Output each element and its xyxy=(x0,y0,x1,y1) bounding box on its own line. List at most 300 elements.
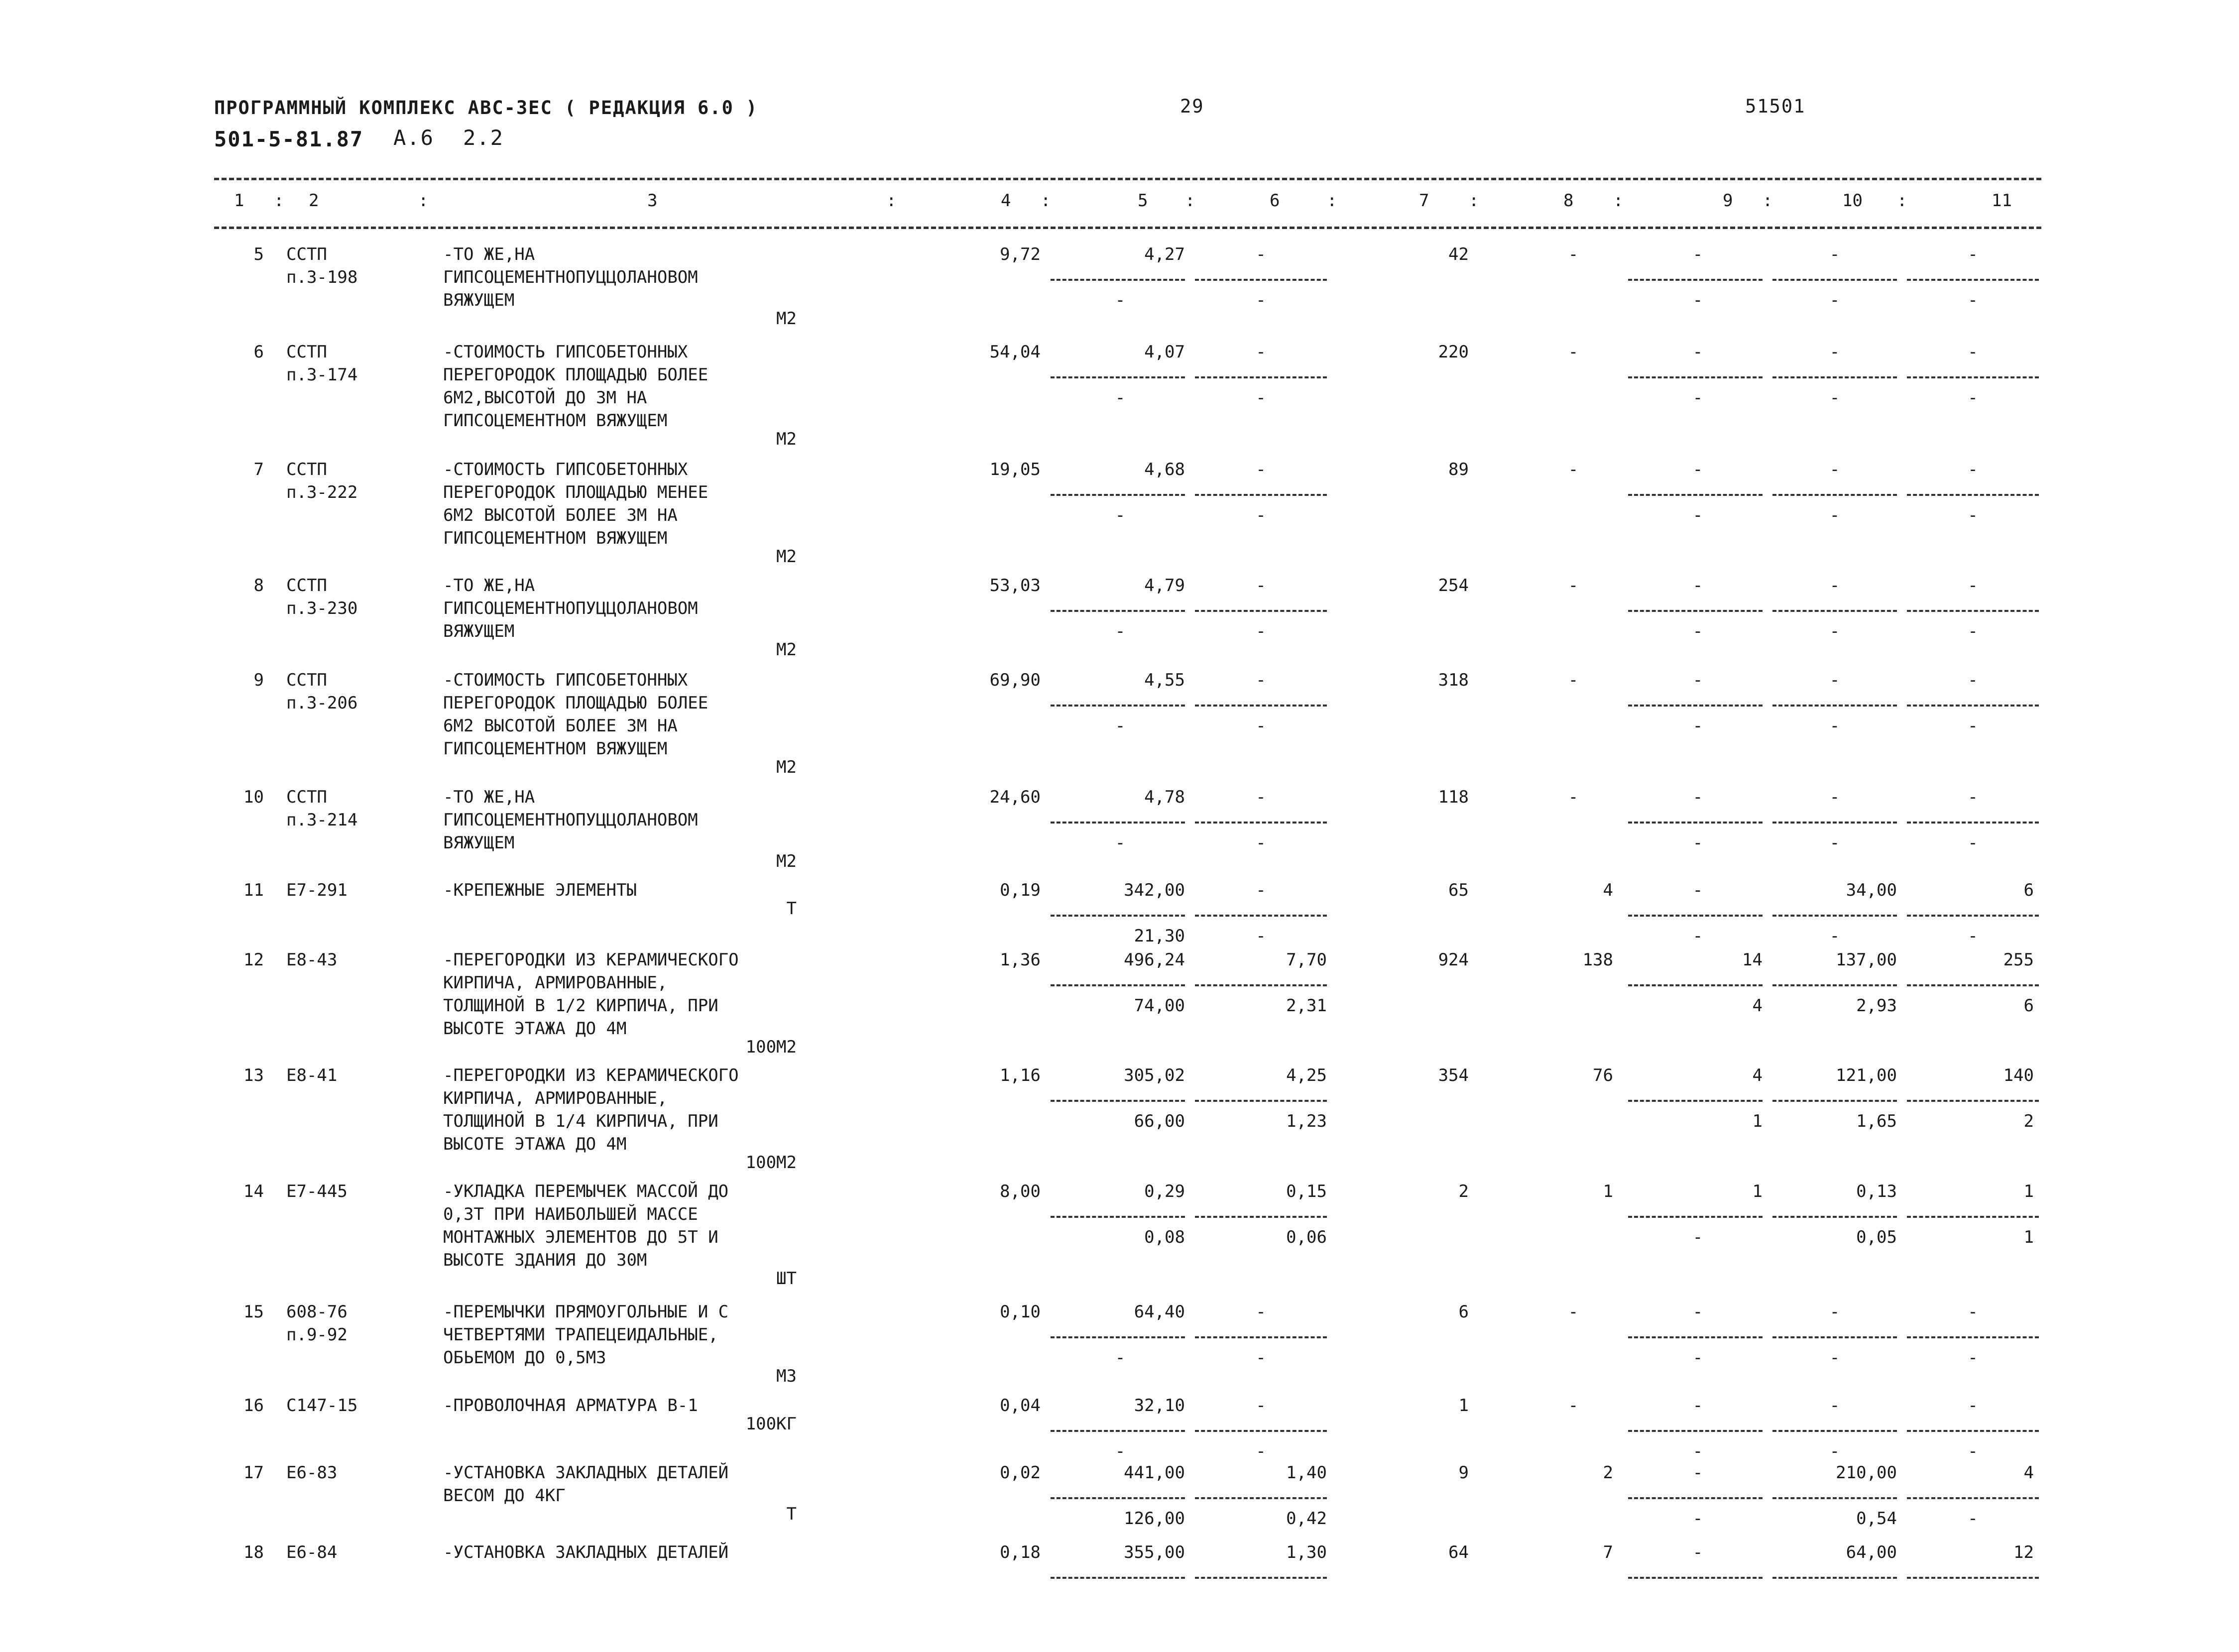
unit-of-measure: М2 xyxy=(776,757,797,777)
quantity: 8,00 xyxy=(1000,1181,1041,1201)
machine-wages: 0,06 xyxy=(1286,1227,1327,1247)
unit-cost-total: 342,00 xyxy=(1124,880,1185,900)
machine-wages: - xyxy=(1256,621,1266,641)
unit-cost-wages: - xyxy=(1115,290,1126,310)
value-divider xyxy=(1907,279,2039,281)
unit-cost-total: 441,00 xyxy=(1124,1463,1185,1483)
norm-code: Е7-291 xyxy=(286,880,348,900)
labor-per-unit-machine: 0,54 xyxy=(1856,1509,1897,1529)
labor-per-unit-machine: - xyxy=(1829,290,1840,310)
unit-cost-total: 4,55 xyxy=(1144,670,1185,690)
value-divider xyxy=(1628,376,1763,378)
machine-cost: - xyxy=(1256,787,1266,807)
norm-code: ССТП xyxy=(286,576,327,595)
labor-total: - xyxy=(1968,460,1978,479)
total-wages: - xyxy=(1568,1302,1579,1322)
value-divider xyxy=(1195,279,1327,281)
norm-code-paragraph: п.3-222 xyxy=(286,482,358,502)
unit-cost-wages: - xyxy=(1115,716,1126,736)
value-divider xyxy=(1907,1336,2039,1338)
work-description: -СТОИМОСТЬ ГИПСОБЕТОННЫХ ПЕРЕГОРОДОК ПЛОЩАДЬЮ МЕНЕЕ 6М2 ВЫСОТОЙ БОЛЕЕ 3М НА ГИПСОЦЕМЕНТНОМ ВЯЖУЩЕМ xyxy=(443,460,708,548)
column-separator: : xyxy=(418,191,429,211)
album-code: А.6 xyxy=(393,125,434,150)
row-number: 8 xyxy=(253,576,264,595)
value-divider xyxy=(1907,376,2039,378)
value-divider xyxy=(1051,705,1185,707)
document-code: 51501 xyxy=(1745,96,1806,117)
column-separator: : xyxy=(1613,191,1624,211)
column-separator: : xyxy=(886,191,897,211)
labor-per-unit: 137,00 xyxy=(1836,950,1897,970)
norm-code: Е6-83 xyxy=(286,1463,338,1483)
machine-total-wages: - xyxy=(1692,290,1703,310)
row-number: 9 xyxy=(253,670,264,690)
total-wages: 1 xyxy=(1603,1181,1613,1201)
unit-cost-total: 4,79 xyxy=(1144,576,1185,595)
column-number-5: 5 xyxy=(1138,191,1148,211)
labor-total-machine: - xyxy=(1968,290,1978,310)
value-divider xyxy=(1195,610,1327,612)
unit-cost-wages: - xyxy=(1115,1441,1126,1461)
norm-code: Е7-445 xyxy=(286,1181,348,1201)
column-number-4: 4 xyxy=(1001,191,1011,211)
value-divider xyxy=(1907,705,2039,707)
value-divider xyxy=(1195,1100,1327,1102)
labor-total: - xyxy=(1968,576,1978,595)
labor-per-unit: - xyxy=(1829,576,1840,595)
norm-code-paragraph: п.3-206 xyxy=(286,693,358,713)
total-cost: 1 xyxy=(1458,1396,1469,1416)
labor-per-unit: - xyxy=(1829,342,1840,362)
value-divider xyxy=(1051,610,1185,612)
value-divider xyxy=(1772,705,1897,707)
unit-cost-wages: - xyxy=(1115,621,1126,641)
norm-code: Е8-41 xyxy=(286,1065,338,1085)
labor-per-unit: 64,00 xyxy=(1846,1542,1897,1562)
row-number: 13 xyxy=(243,1065,264,1085)
machine-total-wages: 4 xyxy=(1752,996,1763,1016)
unit-of-measure: М3 xyxy=(776,1366,797,1386)
value-divider xyxy=(1195,984,1327,986)
work-description: -СТОИМОСТЬ ГИПСОБЕТОННЫХ ПЕРЕГОРОДОК ПЛОЩАДЬЮ БОЛЕЕ 6М2 ВЫСОТОЙ БОЛЕЕ 3М НА ГИПСОЦЕМЕНТНОМ ВЯЖУЩЕМ xyxy=(443,670,708,759)
labor-total: - xyxy=(1968,342,1978,362)
page-number: 29 xyxy=(1180,96,1204,117)
norm-code-paragraph: п.3-214 xyxy=(286,810,358,830)
norm-code: ССТП xyxy=(286,460,327,479)
column-number-7: 7 xyxy=(1419,191,1429,211)
value-divider xyxy=(1907,1430,2039,1432)
unit-cost-wages: 0,08 xyxy=(1144,1227,1185,1247)
machine-wages: - xyxy=(1256,716,1266,736)
unit-cost-wages: 74,00 xyxy=(1134,996,1185,1016)
labor-total: 6 xyxy=(2023,880,2034,900)
norm-code-paragraph: п.9-92 xyxy=(286,1325,348,1345)
table-top-rule xyxy=(214,178,2041,180)
labor-per-unit-machine: 2,93 xyxy=(1856,996,1897,1016)
labor-total: - xyxy=(1968,244,1978,264)
unit-cost-total: 355,00 xyxy=(1124,1542,1185,1562)
column-number-11: 11 xyxy=(1992,191,2012,211)
machine-cost: - xyxy=(1256,244,1266,264)
labor-total-machine: 2 xyxy=(2023,1111,2034,1131)
unit-cost-total: 0,29 xyxy=(1144,1181,1185,1201)
quantity: 0,18 xyxy=(1000,1542,1041,1562)
value-divider xyxy=(1195,705,1327,707)
total-cost: 65 xyxy=(1448,880,1469,900)
labor-per-unit-machine: - xyxy=(1829,388,1840,408)
machine-total: - xyxy=(1692,1396,1703,1416)
value-divider xyxy=(1772,822,1897,824)
total-cost: 318 xyxy=(1438,670,1469,690)
value-divider xyxy=(1628,1430,1763,1432)
machine-cost: - xyxy=(1256,880,1266,900)
labor-total-machine: - xyxy=(1968,716,1978,736)
machine-wages: - xyxy=(1256,505,1266,525)
total-wages: - xyxy=(1568,342,1579,362)
labor-total-machine: 1 xyxy=(2023,1227,2034,1247)
value-divider xyxy=(1628,705,1763,707)
labor-per-unit-machine: - xyxy=(1829,1441,1840,1461)
unit-cost-wages: 66,00 xyxy=(1134,1111,1185,1131)
value-divider xyxy=(1907,1577,2039,1579)
value-divider xyxy=(1051,1577,1185,1579)
total-cost: 2 xyxy=(1458,1181,1469,1201)
value-divider xyxy=(1051,822,1185,824)
labor-total-machine: - xyxy=(1968,621,1978,641)
total-wages: - xyxy=(1568,244,1579,264)
machine-cost: 1,40 xyxy=(1286,1463,1327,1483)
column-number-2: 2 xyxy=(309,191,319,211)
machine-total: - xyxy=(1692,460,1703,479)
value-divider xyxy=(1772,610,1897,612)
value-divider xyxy=(1772,1497,1897,1499)
value-divider xyxy=(1628,1216,1763,1218)
total-wages: - xyxy=(1568,1396,1579,1416)
machine-total: - xyxy=(1692,670,1703,690)
labor-total-machine: - xyxy=(1968,1509,1978,1529)
value-divider xyxy=(1195,1216,1327,1218)
machine-total: - xyxy=(1692,1463,1703,1483)
column-separator: : xyxy=(1327,191,1337,211)
labor-total: 140 xyxy=(2003,1065,2034,1085)
unit-cost-total: 4,07 xyxy=(1144,342,1185,362)
norm-code: С147-15 xyxy=(286,1396,358,1416)
machine-total-wages: - xyxy=(1692,716,1703,736)
work-description: -ПЕРЕМЫЧКИ ПРЯМОУГОЛЬНЫЕ И С ЧЕТВЕРТЯМИ ТРАПЕЦЕИДАЛЬНЫЕ, ОБЬЕМОМ ДО 0,5М3 xyxy=(443,1302,729,1368)
total-wages: 7 xyxy=(1603,1542,1613,1562)
labor-total-machine: - xyxy=(1968,926,1978,946)
unit-cost-total: 305,02 xyxy=(1124,1065,1185,1085)
column-separator: : xyxy=(1469,191,1479,211)
unit-of-measure: М2 xyxy=(776,429,797,449)
work-description: -УСТАНОВКА ЗАКЛАДНЫХ ДЕТАЛЕЙ xyxy=(443,1542,729,1562)
machine-wages: - xyxy=(1256,833,1266,853)
quantity: 19,05 xyxy=(989,460,1041,479)
unit-of-measure: 100М2 xyxy=(745,1037,797,1057)
machine-wages: 1,23 xyxy=(1286,1111,1327,1131)
value-divider xyxy=(1051,376,1185,378)
total-cost: 9 xyxy=(1458,1463,1469,1483)
unit-cost-total: 64,40 xyxy=(1134,1302,1185,1322)
labor-total: 12 xyxy=(2013,1542,2034,1562)
value-divider xyxy=(1772,494,1897,496)
value-divider xyxy=(1907,984,2039,986)
total-cost: 89 xyxy=(1448,460,1469,479)
value-divider xyxy=(1907,1100,2039,1102)
value-divider xyxy=(1051,494,1185,496)
work-description: -ПРОВОЛОЧНАЯ АРМАТУРА В-1 xyxy=(443,1396,698,1416)
row-number: 16 xyxy=(243,1396,264,1416)
work-description: -КРЕПЕЖНЫЕ ЭЛЕМЕНТЫ xyxy=(443,880,637,900)
program-title: ПРОГРАММНЫЙ КОМПЛЕКС АВС-3ЕС ( РЕДАКЦИЯ 6.0 ) xyxy=(214,97,758,118)
value-divider xyxy=(1628,984,1763,986)
value-divider xyxy=(1628,1336,1763,1338)
unit-cost-wages: 126,00 xyxy=(1124,1509,1185,1529)
value-divider xyxy=(1628,279,1763,281)
labor-per-unit-machine: - xyxy=(1829,833,1840,853)
value-divider xyxy=(1907,915,2039,917)
row-number: 14 xyxy=(243,1181,264,1201)
machine-total: - xyxy=(1692,1302,1703,1322)
column-separator: : xyxy=(1763,191,1773,211)
column-number-1: 1 xyxy=(234,191,244,211)
column-number-10: 10 xyxy=(1842,191,1863,211)
quantity: 0,19 xyxy=(1000,880,1041,900)
unit-of-measure: ШТ xyxy=(776,1269,797,1289)
machine-cost: 1,30 xyxy=(1286,1542,1327,1562)
machine-cost: - xyxy=(1256,1302,1266,1322)
quantity: 0,02 xyxy=(1000,1463,1041,1483)
machine-cost: - xyxy=(1256,670,1266,690)
row-number: 6 xyxy=(253,342,264,362)
unit-cost-wages: - xyxy=(1115,833,1126,853)
machine-total-wages: - xyxy=(1692,1227,1703,1247)
value-divider xyxy=(1195,1497,1327,1499)
total-cost: 118 xyxy=(1438,787,1469,807)
value-divider xyxy=(1907,610,2039,612)
labor-total-machine: - xyxy=(1968,1348,1978,1368)
value-divider xyxy=(1195,822,1327,824)
row-number: 15 xyxy=(243,1302,264,1322)
work-description: -ТО ЖЕ,НА ГИПСОЦЕМЕНТНОПУЦЦОЛАНОВОМ ВЯЖУЩЕМ xyxy=(443,787,698,853)
value-divider xyxy=(1907,1497,2039,1499)
quantity: 1,36 xyxy=(1000,950,1041,970)
value-divider xyxy=(1772,915,1897,917)
sheet-code: 2.2 xyxy=(463,125,504,150)
unit-cost-total: 4,68 xyxy=(1144,460,1185,479)
machine-cost: 4,25 xyxy=(1286,1065,1327,1085)
norm-code: Е6-84 xyxy=(286,1542,338,1562)
unit-cost-wages: - xyxy=(1115,388,1126,408)
unit-of-measure: М2 xyxy=(776,547,797,567)
column-separator: : xyxy=(274,191,284,211)
value-divider xyxy=(1051,1216,1185,1218)
quantity: 1,16 xyxy=(1000,1065,1041,1085)
labor-per-unit: - xyxy=(1829,670,1840,690)
value-divider xyxy=(1628,1577,1763,1579)
machine-total-wages: 1 xyxy=(1752,1111,1763,1131)
machine-total-wages: - xyxy=(1692,1509,1703,1529)
value-divider xyxy=(1051,984,1185,986)
labor-total: - xyxy=(1968,787,1978,807)
machine-total: 14 xyxy=(1742,950,1763,970)
quantity: 0,04 xyxy=(1000,1396,1041,1416)
row-number: 7 xyxy=(253,460,264,479)
norm-code: Е8-43 xyxy=(286,950,338,970)
labor-per-unit: 121,00 xyxy=(1836,1065,1897,1085)
quantity: 54,04 xyxy=(989,342,1041,362)
value-divider xyxy=(1051,1497,1185,1499)
column-number-9: 9 xyxy=(1723,191,1733,211)
value-divider xyxy=(1772,1216,1897,1218)
machine-wages: - xyxy=(1256,1441,1266,1461)
unit-cost-total: 4,78 xyxy=(1144,787,1185,807)
value-divider xyxy=(1195,1430,1327,1432)
unit-of-measure: М2 xyxy=(776,640,797,660)
machine-total-wages: - xyxy=(1692,621,1703,641)
value-divider xyxy=(1628,1497,1763,1499)
quantity: 0,10 xyxy=(1000,1302,1041,1322)
labor-per-unit-machine: - xyxy=(1829,1348,1840,1368)
labor-per-unit: 210,00 xyxy=(1836,1463,1897,1483)
value-divider xyxy=(1051,1336,1185,1338)
row-number: 17 xyxy=(243,1463,264,1483)
labor-per-unit: - xyxy=(1829,1396,1840,1416)
labor-per-unit-machine: - xyxy=(1829,926,1840,946)
row-number: 5 xyxy=(253,244,264,264)
total-cost: 220 xyxy=(1438,342,1469,362)
row-number: 11 xyxy=(243,880,264,900)
total-wages: - xyxy=(1568,460,1579,479)
total-cost: 924 xyxy=(1438,950,1469,970)
value-divider xyxy=(1628,610,1763,612)
total-wages: 4 xyxy=(1603,880,1613,900)
labor-per-unit-machine: 0,05 xyxy=(1856,1227,1897,1247)
total-cost: 6 xyxy=(1458,1302,1469,1322)
unit-cost-total: 4,27 xyxy=(1144,244,1185,264)
unit-cost-wages: 21,30 xyxy=(1134,926,1185,946)
machine-total-wages: - xyxy=(1692,1348,1703,1368)
machine-total-wages: - xyxy=(1692,833,1703,853)
machine-total: - xyxy=(1692,576,1703,595)
labor-total-machine: - xyxy=(1968,1441,1978,1461)
labor-total: 1 xyxy=(2023,1181,2034,1201)
total-wages: 2 xyxy=(1603,1463,1613,1483)
project-code: 501-5-81.87 xyxy=(214,127,364,151)
labor-per-unit: 34,00 xyxy=(1846,880,1897,900)
total-cost: 42 xyxy=(1448,244,1469,264)
row-number: 12 xyxy=(243,950,264,970)
value-divider xyxy=(1772,1577,1897,1579)
value-divider xyxy=(1907,1216,2039,1218)
norm-code: ССТП xyxy=(286,244,327,264)
unit-of-measure: Т xyxy=(786,899,797,919)
row-number: 18 xyxy=(243,1542,264,1562)
norm-code-paragraph: п.3-198 xyxy=(286,267,358,287)
value-divider xyxy=(1907,494,2039,496)
value-divider xyxy=(1772,984,1897,986)
machine-wages: - xyxy=(1256,1348,1266,1368)
work-description: -ПЕРЕГОРОДКИ ИЗ КЕРАМИЧЕСКОГО КИРПИЧА, АРМИРОВАННЫЕ, ТОЛЩИНОЙ В 1/2 КИРПИЧА, ПРИ ВЫСОТЕ ЭТАЖА ДО 4М xyxy=(443,950,739,1039)
machine-total: 4 xyxy=(1752,1065,1763,1085)
value-divider xyxy=(1772,1430,1897,1432)
value-divider xyxy=(1772,1336,1897,1338)
labor-total: - xyxy=(1968,1396,1978,1416)
machine-wages: 2,31 xyxy=(1286,996,1327,1016)
labor-total-machine: 6 xyxy=(2023,996,2034,1016)
unit-cost-total: 496,24 xyxy=(1124,950,1185,970)
machine-total: - xyxy=(1692,342,1703,362)
work-description: -СТОИМОСТЬ ГИПСОБЕТОННЫХ ПЕРЕГОРОДОК ПЛОЩАДЬЮ БОЛЕЕ 6М2,ВЫСОТОЙ ДО 3М НА ГИПСОЦЕМЕНТНОМ ВЯЖУЩЕМ xyxy=(443,342,708,431)
unit-of-measure: 100КГ xyxy=(745,1414,797,1434)
total-wages: - xyxy=(1568,576,1579,595)
quantity: 9,72 xyxy=(1000,244,1041,264)
value-divider xyxy=(1195,915,1327,917)
machine-cost: 7,70 xyxy=(1286,950,1327,970)
total-wages: 76 xyxy=(1593,1065,1613,1085)
machine-cost: - xyxy=(1256,460,1266,479)
machine-total: 1 xyxy=(1752,1181,1763,1201)
norm-code: 608-76 xyxy=(286,1302,348,1322)
quantity: 69,90 xyxy=(989,670,1041,690)
machine-total-wages: - xyxy=(1692,388,1703,408)
value-divider xyxy=(1195,376,1327,378)
labor-total: 255 xyxy=(2003,950,2034,970)
norm-code-paragraph: п.3-174 xyxy=(286,365,358,385)
labor-total: - xyxy=(1968,670,1978,690)
total-wages: 138 xyxy=(1582,950,1613,970)
machine-total-wages: - xyxy=(1692,505,1703,525)
column-separator: : xyxy=(1041,191,1051,211)
machine-wages: - xyxy=(1256,388,1266,408)
column-number-3: 3 xyxy=(647,191,658,211)
quantity: 24,60 xyxy=(989,787,1041,807)
value-divider xyxy=(1051,915,1185,917)
total-cost: 254 xyxy=(1438,576,1469,595)
machine-wages: 0,42 xyxy=(1286,1509,1327,1529)
value-divider xyxy=(1051,1100,1185,1102)
value-divider xyxy=(1772,279,1897,281)
machine-total: - xyxy=(1692,880,1703,900)
work-description: -ТО ЖЕ,НА ГИПСОЦЕМЕНТНОПУЦЦОЛАНОВОМ ВЯЖУЩЕМ xyxy=(443,576,698,641)
value-divider xyxy=(1628,494,1763,496)
column-number-8: 8 xyxy=(1563,191,1574,211)
work-description: -УКЛАДКА ПЕРЕМЫЧЕК МАССОЙ ДО 0,3Т ПРИ НАИБОЛЬШЕЙ МАССЕ МОНТАЖНЫХ ЭЛЕМЕНТОВ ДО 5Т И ВЫСОТЕ ЗДАНИЯ ДО 30М xyxy=(443,1181,729,1270)
table-header-rule xyxy=(214,227,2041,229)
machine-cost: - xyxy=(1256,576,1266,595)
norm-code: ССТП xyxy=(286,670,327,690)
value-divider xyxy=(1628,822,1763,824)
work-description: -ПЕРЕГОРОДКИ ИЗ КЕРАМИЧЕСКОГО КИРПИЧА, АРМИРОВАННЫЕ, ТОЛЩИНОЙ В 1/4 КИРПИЧА, ПРИ ВЫСОТЕ ЭТАЖА ДО 4М xyxy=(443,1065,739,1154)
labor-total: - xyxy=(1968,1302,1978,1322)
unit-cost-wages: - xyxy=(1115,1348,1126,1368)
labor-per-unit: - xyxy=(1829,244,1840,264)
labor-per-unit-machine: - xyxy=(1829,621,1840,641)
unit-of-measure: Т xyxy=(786,1504,797,1524)
quantity: 53,03 xyxy=(989,576,1041,595)
machine-total: - xyxy=(1692,244,1703,264)
labor-total-machine: - xyxy=(1968,833,1978,853)
labor-per-unit-machine: - xyxy=(1829,505,1840,525)
labor-total-machine: - xyxy=(1968,388,1978,408)
column-number-6: 6 xyxy=(1270,191,1280,211)
labor-total: 4 xyxy=(2023,1463,2034,1483)
machine-total: - xyxy=(1692,1542,1703,1562)
labor-total-machine: - xyxy=(1968,505,1978,525)
labor-per-unit-machine: - xyxy=(1829,716,1840,736)
machine-total-wages: - xyxy=(1692,1441,1703,1461)
norm-code-paragraph: п.3-230 xyxy=(286,598,358,618)
